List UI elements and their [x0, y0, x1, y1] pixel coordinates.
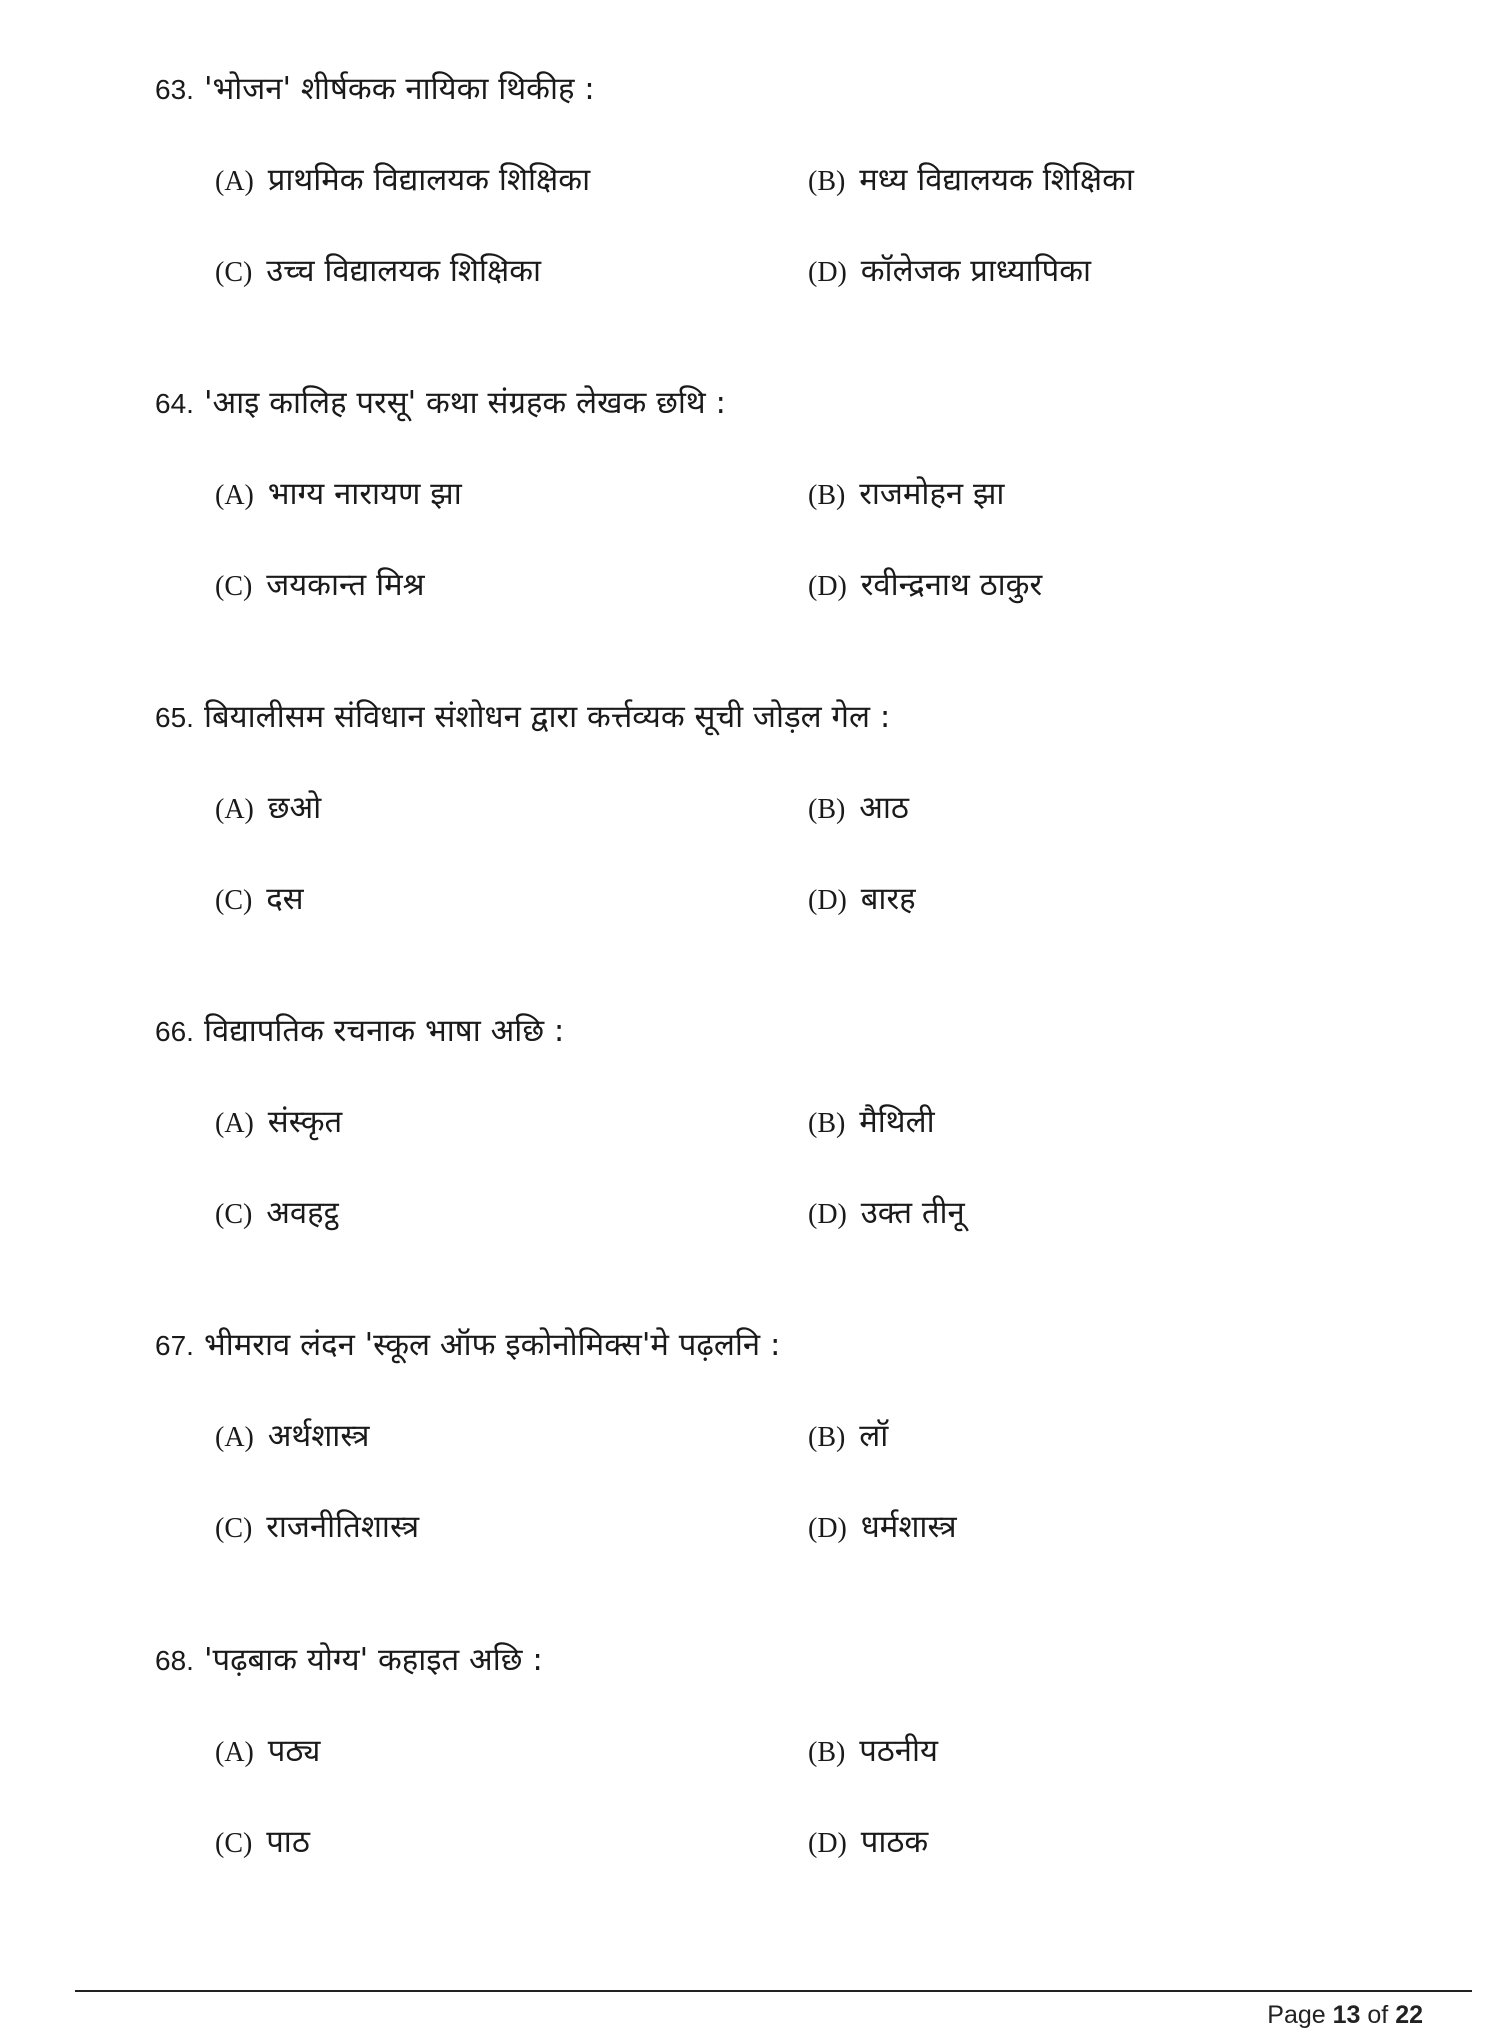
option-a: [215, 155, 775, 205]
option-c: [215, 1188, 775, 1238]
option-b: [808, 1411, 1368, 1461]
option-text: जयकान्त मिश्र: [266, 567, 425, 603]
option-c: [215, 1817, 775, 1867]
question-text: 'पढ़बाक योग्य' कहाइत अछि :: [203, 1642, 543, 1678]
option-key: (D): [808, 885, 847, 916]
page-prefix: Page: [1267, 2001, 1326, 2029]
option-key: (A): [215, 480, 254, 511]
option-text: प्राथमिक विद्यालयक शिक्षिका: [267, 162, 591, 198]
option-text: अवहट्ठ: [266, 1195, 339, 1231]
page-separator: of: [1367, 2001, 1389, 2029]
option-c: [215, 1502, 775, 1552]
question-number: 68.: [155, 1645, 194, 1676]
option-d: [808, 1502, 1368, 1552]
question-number: 66.: [155, 1016, 194, 1047]
option-key: (D): [808, 257, 847, 288]
option-text: पाठक: [860, 1824, 929, 1860]
page-total: 22: [1395, 2001, 1423, 2029]
option-b: [808, 783, 1368, 833]
question-stem: [155, 1635, 1405, 1685]
option-text: धर्मशास्त्र: [860, 1509, 957, 1545]
option-a: [215, 469, 775, 519]
option-text: राजमोहन झा: [859, 476, 1005, 512]
option-c: [215, 874, 775, 924]
option-key: (D): [808, 1828, 847, 1859]
question-text: 'आइ कालिह परसू' कथा संग्रहक लेखक छथि :: [203, 385, 727, 421]
option-a: [215, 1726, 775, 1776]
option-text: कॉलेजक प्राध्यापिका: [860, 253, 1092, 289]
option-key: (B): [808, 794, 846, 825]
option-a: [215, 1097, 775, 1147]
option-text: संस्कृत: [267, 1104, 343, 1140]
option-a: [215, 1411, 775, 1461]
option-c: [215, 246, 775, 296]
question-stem: [155, 692, 1405, 742]
option-key: (C): [215, 1199, 253, 1230]
question-number: 63.: [155, 74, 194, 105]
option-b: [808, 155, 1368, 205]
option-text: पठनीय: [859, 1733, 939, 1769]
option-key: (D): [808, 1513, 847, 1544]
option-d: [808, 874, 1368, 924]
question-text: भीमराव लंदन 'स्कूल ऑफ इकोनोमिक्स'मे पढ़लनि :: [203, 1327, 781, 1363]
option-key: (B): [808, 1422, 846, 1453]
question-number: 65.: [155, 702, 194, 733]
option-key: (A): [215, 166, 254, 197]
question-68: [0, 1635, 1505, 1885]
page-number: [1267, 1999, 1423, 2031]
option-text: अर्थशास्त्र: [267, 1418, 370, 1454]
option-text: बारह: [860, 881, 916, 917]
option-key: (C): [215, 1828, 253, 1859]
option-key: (D): [808, 1199, 847, 1230]
question-stem: [155, 378, 1405, 428]
option-key: (B): [808, 1737, 846, 1768]
option-a: [215, 783, 775, 833]
option-text: मध्य विद्यालयक शिक्षिका: [859, 162, 1134, 198]
option-text: मैथिली: [859, 1104, 935, 1140]
option-text: दस: [266, 881, 304, 917]
option-text: लॉ: [859, 1418, 889, 1454]
option-b: [808, 469, 1368, 519]
option-b: [808, 1097, 1368, 1147]
option-key: (B): [808, 480, 846, 511]
option-text: पाठ: [266, 1824, 310, 1860]
option-text: आठ: [859, 790, 909, 826]
question-stem: [155, 1320, 1405, 1370]
option-key: (A): [215, 794, 254, 825]
question-66: [0, 1006, 1505, 1256]
option-d: [808, 1188, 1368, 1238]
option-d: [808, 1817, 1368, 1867]
option-text: रवीन्द्रनाथ ठाकुर: [860, 567, 1043, 603]
option-key: (A): [215, 1737, 254, 1768]
question-number: 67.: [155, 1330, 194, 1361]
option-text: पठ्य: [267, 1733, 321, 1769]
question-text: 'भोजन' शीर्षकक नायिका थिकीह :: [203, 71, 595, 107]
option-d: [808, 560, 1368, 610]
question-stem: [155, 64, 1405, 114]
option-key: (B): [808, 1108, 846, 1139]
question-67: [0, 1320, 1505, 1570]
question-number: 64.: [155, 388, 194, 419]
option-key: (C): [215, 1513, 253, 1544]
option-text: छओ: [267, 790, 322, 826]
option-d: [808, 246, 1368, 296]
option-c: [215, 560, 775, 610]
question-65: [0, 692, 1505, 942]
question-stem: [155, 1006, 1405, 1056]
option-key: (C): [215, 885, 253, 916]
option-key: (D): [808, 571, 847, 602]
question-63: [0, 64, 1505, 314]
question-64: [0, 378, 1505, 628]
option-text: उक्त तीनू: [860, 1195, 965, 1231]
option-text: भाग्य नारायण झा: [267, 476, 462, 512]
option-text: उच्च विद्यालयक शिक्षिका: [266, 253, 542, 289]
option-key: (A): [215, 1108, 254, 1139]
option-key: (C): [215, 257, 253, 288]
question-text: बियालीसम संविधान संशोधन द्वारा कर्त्तव्यक सूची जोड़ल गेल :: [203, 699, 891, 735]
option-key: (A): [215, 1422, 254, 1453]
option-text: राजनीतिशास्त्र: [266, 1509, 420, 1545]
option-key: (C): [215, 571, 253, 602]
option-key: (B): [808, 166, 846, 197]
option-b: [808, 1726, 1368, 1776]
question-text: विद्यापतिक रचनाक भाषा अछि :: [203, 1013, 565, 1049]
page-current: 13: [1332, 2001, 1361, 2029]
footer-divider: [75, 1990, 1472, 1992]
